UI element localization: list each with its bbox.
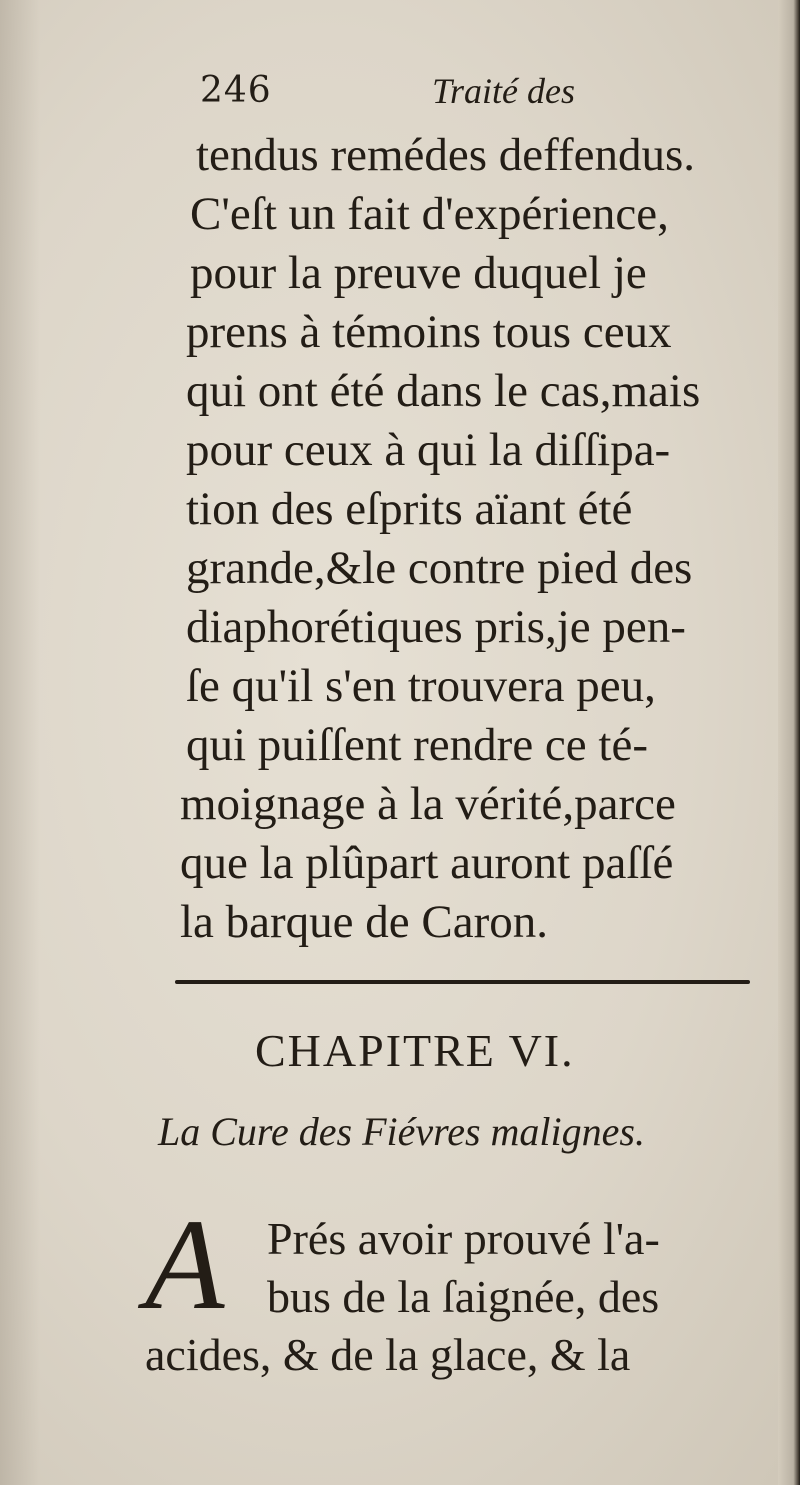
- text-line: la barque de Caron.: [180, 896, 549, 948]
- running-title: Traité des: [432, 71, 576, 111]
- text-line: tendus remédes deffendus.: [196, 129, 696, 181]
- text-line: qui ont été dans le cas,mais: [186, 365, 701, 417]
- page-number: 246: [200, 70, 272, 111]
- page-header: [200, 70, 660, 120]
- text-line: diaphorétiques pris,je pen-: [186, 601, 686, 653]
- drop-cap: A: [145, 1193, 225, 1337]
- text-line: bus de la ſaignée, des: [267, 1271, 660, 1322]
- text-line: tion des eſprits aïant été: [186, 483, 633, 535]
- chapter-paragraph: [145, 1193, 765, 1384]
- text-line: qui puiſſent rendre ce té-: [186, 719, 648, 771]
- chapter-heading: CHAPITRE VI.: [255, 1025, 575, 1076]
- text-line: acides, & de la glace, & la: [145, 1329, 631, 1380]
- text-line: pour ceux à qui la diſſipa-: [186, 424, 671, 476]
- text-line: que la plûpart auront paſſé: [180, 837, 674, 889]
- section-rule: [175, 980, 750, 984]
- text-line: Prés avoir prouvé l'a-: [267, 1213, 660, 1264]
- text-line: C'eſt un fait d'expérience,: [190, 188, 669, 240]
- text-line: ſe qu'il s'en trouvera peu,: [186, 660, 656, 712]
- text-line: pour la preuve duquel je: [190, 247, 647, 299]
- gutter-shadow: [0, 0, 40, 1485]
- text-line: grande,&le contre pied des: [186, 542, 693, 594]
- text-line: prens à témoins tous ceux: [186, 306, 672, 358]
- chapter-subtitle: La Cure des Fiévres malignes.: [158, 1109, 645, 1154]
- page-edge: [778, 0, 800, 1485]
- text-line: moignage à la vérité,parce: [180, 778, 676, 830]
- paragraph-body: [180, 126, 770, 952]
